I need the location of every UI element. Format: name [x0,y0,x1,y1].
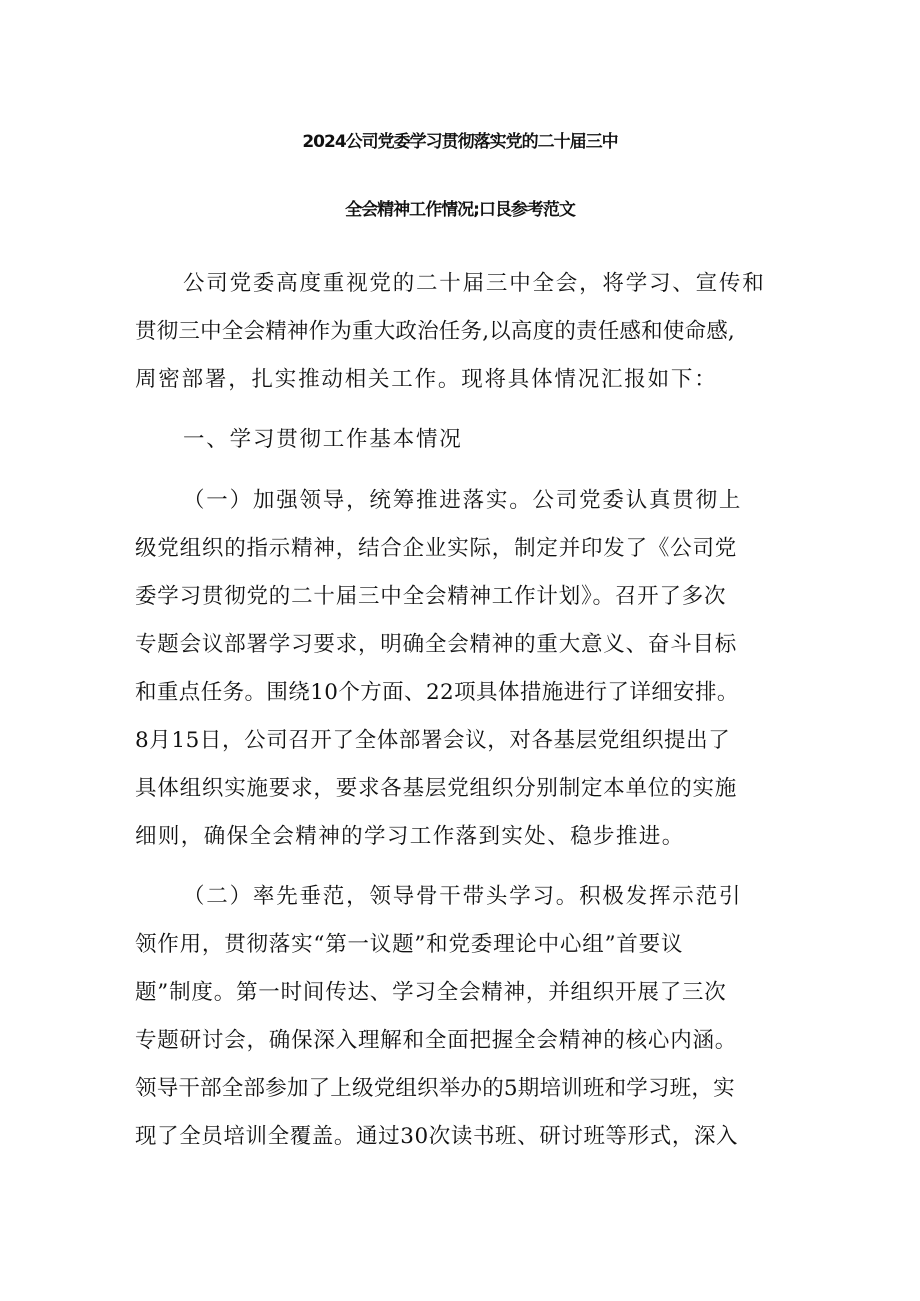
body-line: 具体组织实施要求，要求各基层党组织分别制定本单位的实施 [135,776,738,801]
body-line: 贯彻三中全会精神作为重大政治任务,以高度的责任感和使命感, [135,319,735,344]
body-line: 公司党委高度重视党的二十届三中全会，将学习、宣传和 [183,271,766,296]
body-line: 专题会议部署学习要求，明确全会精神的重大意义、奋斗目标 [135,632,738,657]
body-line: 委学习贯彻党的二十届三中全会精神工作计划》。召开了多次 [135,584,727,609]
body-line: 周密部署，扎实推动相关工作。现将具体情况汇报如下： [135,367,718,392]
body-line: 领作用，贯彻落实“第一议题”和党委理论中心组”首要议 [135,932,684,957]
section-heading: 一、学习贯彻工作基本情况 [183,427,463,452]
body-line: 细则，确保全会精神的学习工作落到实处、稳步推进。 [135,824,685,849]
body-line: （二）率先垂范，领导骨干带头学习。积极发挥示范引 [183,884,743,909]
body-line: 和重点任务。围绕10个方面、22项具体措施进行了详细安排。 [135,680,739,705]
document-title-line-2: 全会精神工作情况;口艮参考范文 [345,200,575,220]
document-title-line-1: 2024公司党委学习贯彻落实党的二十届三中 [302,132,618,152]
body-line: 题”制度。第一时间传达、学习全会精神，并组织开展了三次 [135,980,727,1005]
body-line: 专题研讨会，确保深入理解和全面把握全会精神的核心内涵。 [135,1028,738,1053]
body-line: 8月15日，公司召开了全体部署会议，对各基层党组织提出了 [135,728,731,753]
body-line: 现了全员培训全覆盖。通过30次读书班、研讨班等形式，深入 [135,1124,739,1149]
body-line: （一）加强领导，统筹推进落实。公司党委认真贯彻上 [183,488,743,513]
body-line: 级党组织的指示精神，结合企业实际，制定并印发了《公司党 [135,536,738,561]
body-line: 领导干部全部参加了上级党组织举办的5期培训班和学习班，实 [135,1076,735,1101]
